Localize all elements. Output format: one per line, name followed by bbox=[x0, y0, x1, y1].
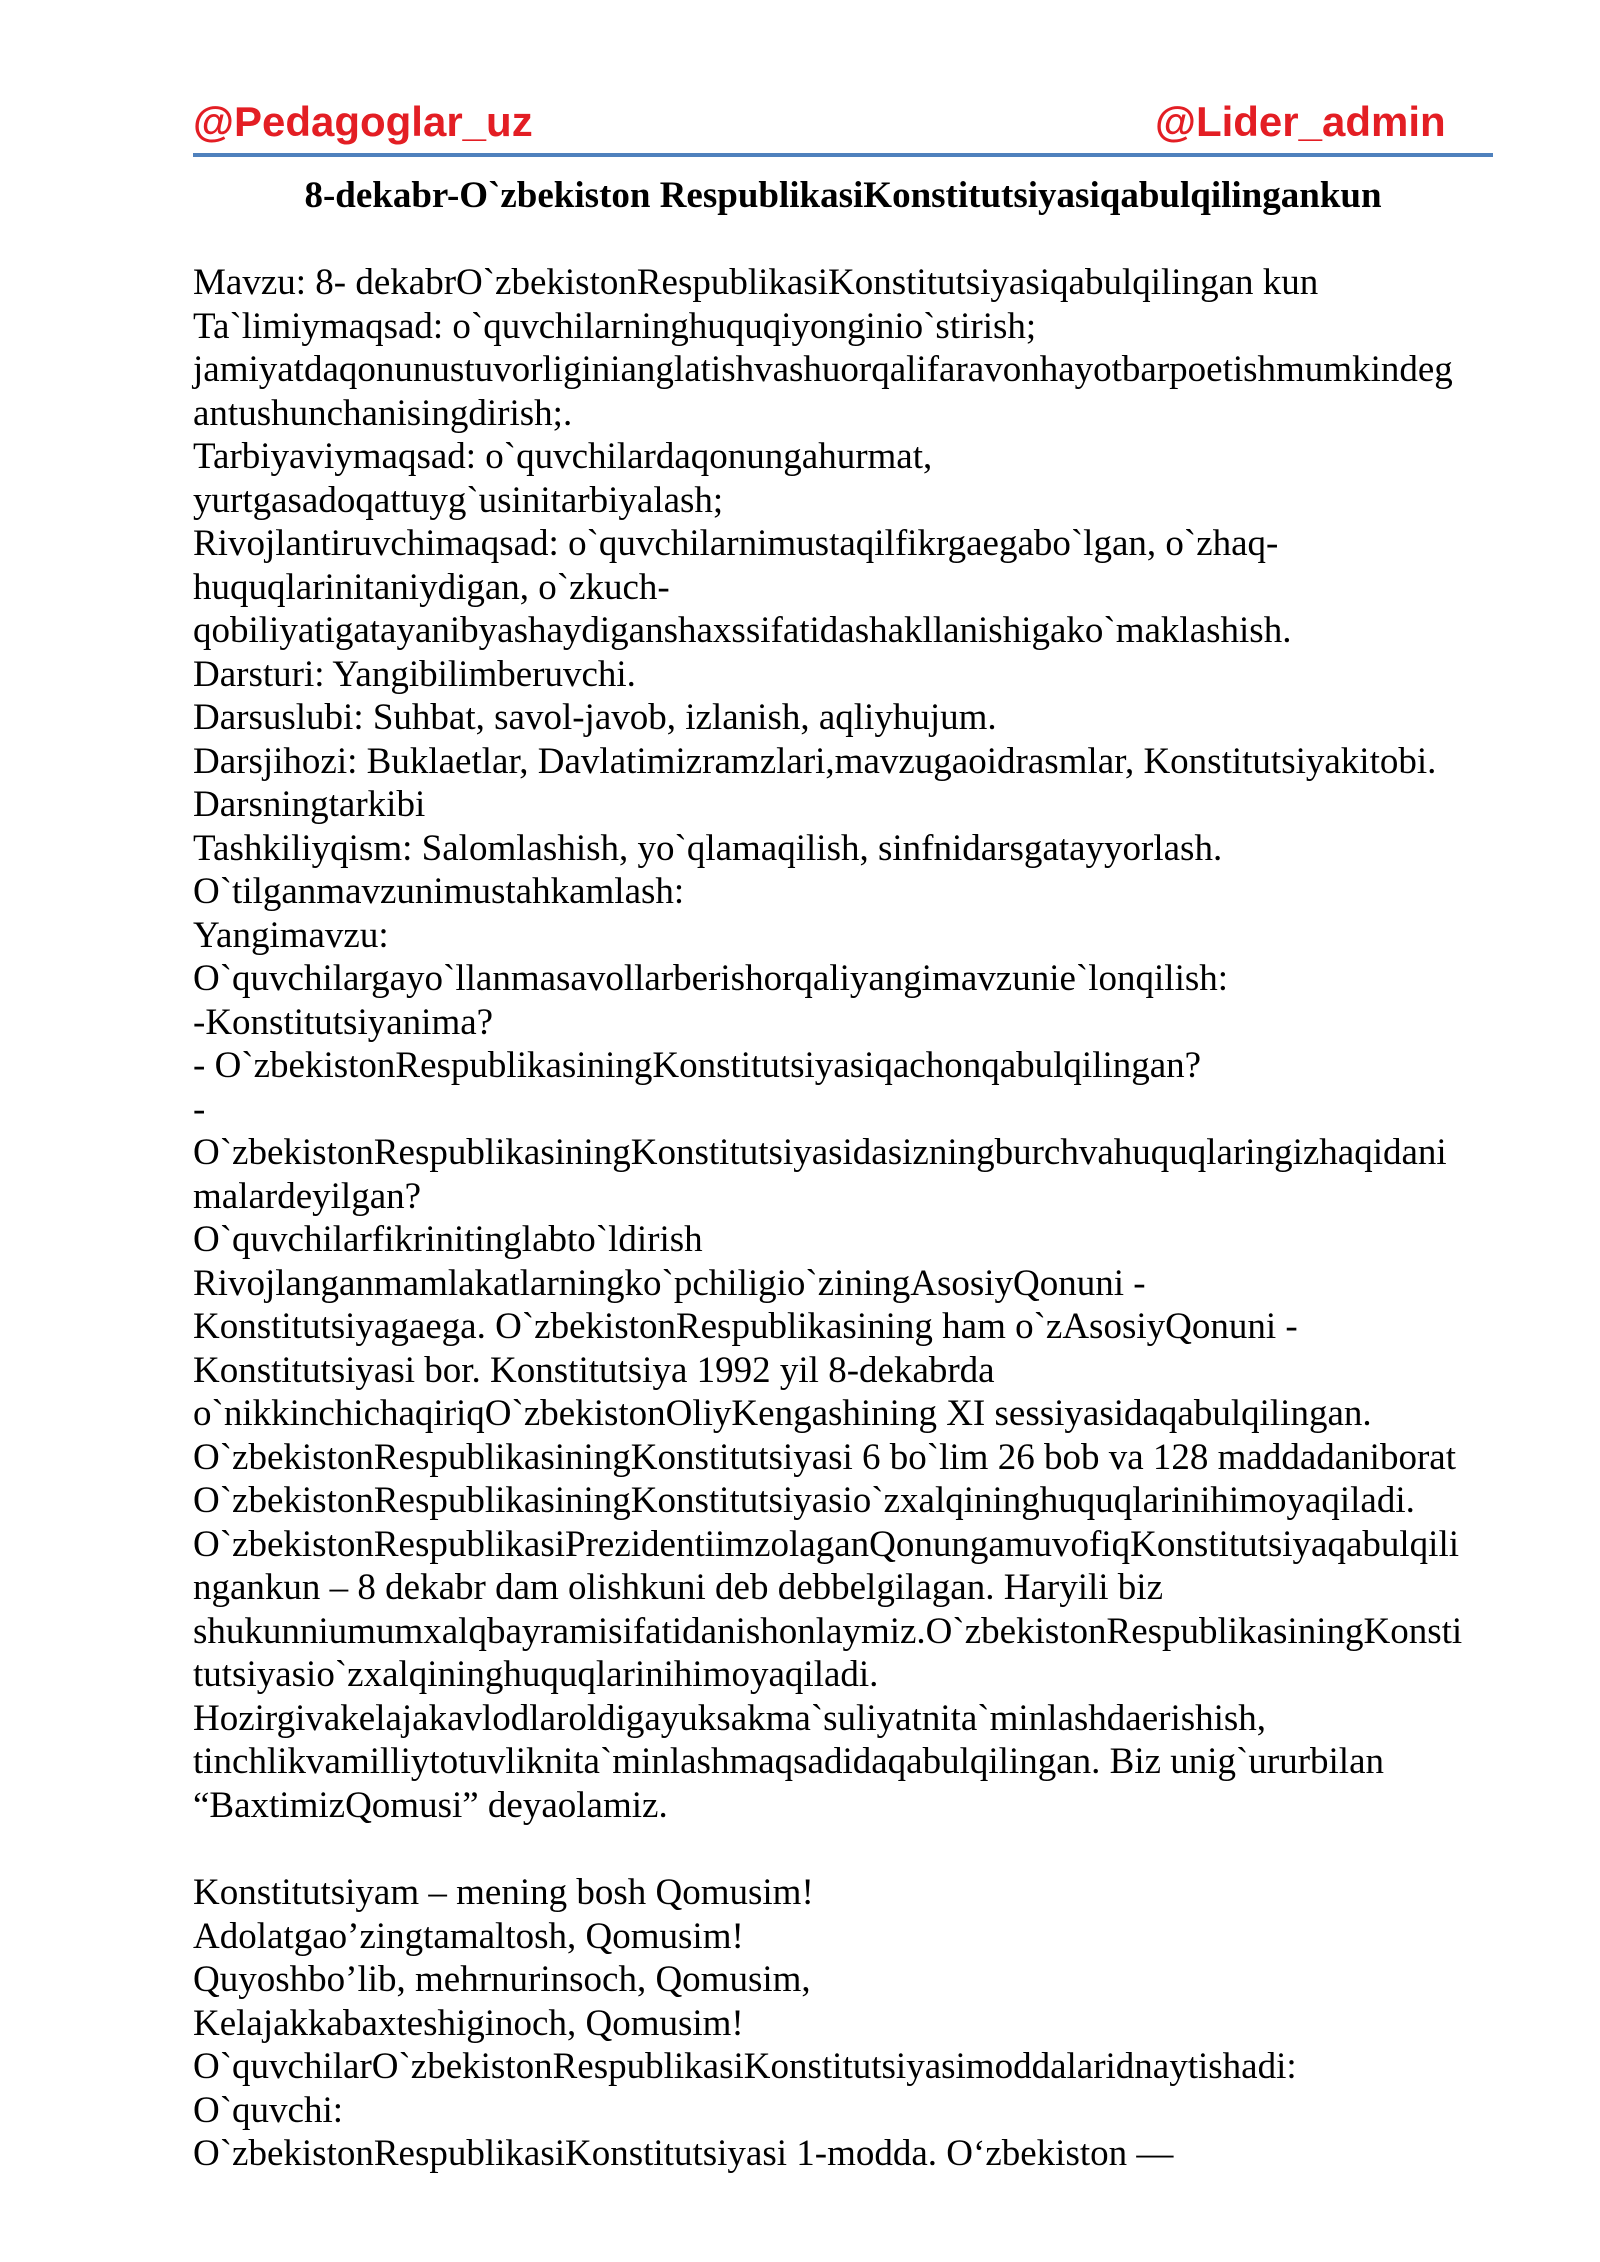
text-line: Darsjihozi: Buklaetlar, Davlatimizramzlari,mavzugaoidrasmlar, Konstitutsiyakitobi. bbox=[193, 740, 1437, 782]
text-line: -Konstitutsiyanima? bbox=[193, 1001, 494, 1043]
text-line: malardeyilgan? bbox=[193, 1175, 422, 1217]
text-line: Darsuslubi: Suhbat, savol-javob, izlanish, aqliyhujum. bbox=[193, 697, 997, 738]
text-line: Darsningtarkibi bbox=[193, 784, 426, 825]
text-line: Ta`limiymaqsad: o`quvchilarninghuquqiyonginio`stirish; bbox=[193, 305, 1037, 347]
text-line: Tarbiyaviymaqsad: o`quvchilardaqonungahurmat, bbox=[193, 436, 933, 477]
text-line: yurtgasadoqattuyg`usinitarbiyalash; bbox=[193, 479, 724, 521]
text-line: antushunchanisingdirish;. bbox=[193, 392, 573, 434]
text-line: O`zbekistonRespublikasiningKonstitutsiyasidasizningburchvahuquqlaringizhaqidani bbox=[193, 1132, 1447, 1173]
text-line: Mavzu: 8- dekabrO`zbekistonRespublikasiKonstitutsiyasiqabulqilingan kun bbox=[193, 262, 1319, 303]
text-line: tutsiyasio`zxalqininghuquqlarinihimoyaqiladi. bbox=[193, 1654, 879, 1695]
text-line: O`quvchilarfikrinitinglabto`ldirish bbox=[193, 1219, 703, 1260]
text-line: Konstitutsiyasi bor. Konstitutsiya 1992 yil 8-dekabrda bbox=[193, 1349, 995, 1391]
document-title: 8-dekabr-O`zbekiston RespublikasiKonstitutsiyasiqabulqilingankun bbox=[304, 175, 1382, 216]
text-line: Kelajakkabaxteshiginoch, Qomusim! bbox=[193, 2002, 744, 2044]
text-line: Tashkiliyqism: Salomlashish, yo`qlamaqilish, sinfnidarsgatayyorlash. bbox=[193, 827, 1223, 869]
text-line: O`zbekistonRespublikasiningKonstitutsiyasio`zxalqininghuquqlarinihimoyaqiladi. bbox=[193, 1480, 1415, 1521]
text-line: Darsturi: Yangibilimberuvchi. bbox=[193, 653, 636, 695]
text-line: O`quvchi: bbox=[193, 2089, 344, 2131]
poem-and-continuation bbox=[193, 1871, 1503, 2176]
text-line: jamiyatdaqonunustuvorliginianglatishvashuorqalifaravonhayotbarpoetishmumkindeg bbox=[193, 349, 1453, 390]
lesson-body bbox=[193, 261, 1503, 1827]
header-divider bbox=[193, 153, 1493, 157]
text-line: O`zbekistonRespublikasiPrezidentiimzolaganQonungamuvofiqKonstitutsiyaqabulqili bbox=[193, 1523, 1460, 1565]
text-line: O`tilganmavzunimustahkamlash: bbox=[193, 871, 685, 912]
text-line: qobiliyatigatayanibyashaydiganshaxssifatidashakllanishigako`maklashish. bbox=[193, 610, 1292, 651]
text-line: - bbox=[193, 1088, 206, 1130]
text-line: Konstitutsiyagaega. O`zbekistonRespublikasining ham o`zAsosiyQonuni - bbox=[193, 1306, 1298, 1347]
text-line: shukunniumumxalqbayramisifatidanishonlaymiz.O`zbekistonRespublikasiningKonsti bbox=[193, 1610, 1463, 1652]
text-line: Hozirgivakelajakavlodlaroldigayuksakma`suliyatnita`minlashdaerishish, bbox=[193, 1697, 1267, 1739]
text-line: O`zbekistonRespublikasiningKonstitutsiyasi 6 bo`lim 26 bob va 128 maddadaniborat bbox=[193, 1436, 1456, 1478]
text-line: O`zbekistonRespublikasiKonstitutsiyasi 1-modda. O‘zbekiston — bbox=[193, 2133, 1174, 2174]
text-line: ngankun – 8 dekabr dam olishkuni deb debbelgilagan. Haryili biz bbox=[193, 1567, 1163, 1608]
channel-handle-left: @Pedagoglar_uz bbox=[193, 98, 533, 145]
text-line: O`quvchilarO`zbekistonRespublikasiKonstitutsiyasimoddalaridnaytishadi: bbox=[193, 2046, 1297, 2087]
channel-handle-right: @Lider_admin bbox=[1155, 98, 1446, 145]
text-line: Adolatgao’zingtamaltosh, Qomusim! bbox=[193, 1915, 744, 1957]
text-line: tinchlikvamilliytotuvliknita`minlashmaqsadidaqabulqilingan. Biz unig`ururbilan bbox=[193, 1741, 1384, 1782]
text-line: Yangimavzu: bbox=[193, 914, 389, 956]
text-line: huquqlarinitaniydigan, o`zkuch- bbox=[193, 566, 670, 608]
text-line: Rivojlantiruvchimaqsad: o`quvchilarnimustaqilfikrgaegabo`lgan, o`zhaq- bbox=[193, 523, 1279, 564]
text-line: “BaxtimizQomusi” deyaolamiz. bbox=[193, 1784, 668, 1826]
text-line: Quyoshbo’lib, mehrnurinsoch, Qomusim, bbox=[193, 1959, 811, 2000]
text-line: o`nikkinchichaqiriqO`zbekistonOliyKengashining XI sessiyasidaqabulqilingan. bbox=[193, 1393, 1372, 1434]
text-line: O`quvchilargayo`llanmasavollarberishorqaliyangimavzunie`lonqilish: bbox=[193, 958, 1229, 999]
text-line: Konstitutsiyam – mening bosh Qomusim! bbox=[193, 1872, 814, 1913]
text-line: Rivojlanganmamlakatlarningko`pchiligio`ziningAsosiyQonuni - bbox=[193, 1262, 1146, 1304]
text-line: - O`zbekistonRespublikasiningKonstitutsiyasiqachonqabulqilingan? bbox=[193, 1045, 1202, 1086]
